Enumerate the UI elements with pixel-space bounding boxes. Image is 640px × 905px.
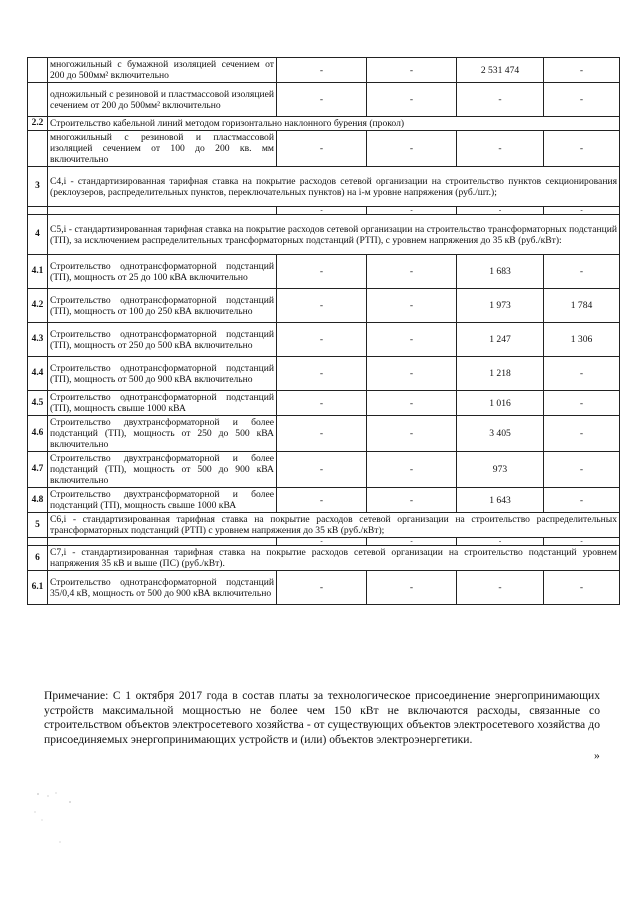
- row-number: [28, 83, 48, 117]
- section-heading: C7,i - стандартизированная тарифная ставка на покрытие расходов сетевой организации на строительство подстанций уровнем напряжения 35 кВ и выше (ПС) (руб./кВт).: [48, 546, 620, 571]
- row-number: 2.2: [28, 117, 48, 131]
- value-cell: -: [277, 131, 367, 167]
- value-cell: -: [367, 289, 457, 323]
- value-cell: -: [544, 538, 620, 546]
- value-cell: -: [277, 207, 367, 215]
- value-cell: 1 218: [457, 357, 544, 391]
- table-row: [28, 513, 620, 538]
- table-row: [28, 538, 620, 546]
- value-cell: -: [544, 131, 620, 167]
- row-description: многожильный с бумажной изоляцией сечением от 200 до 500мм² включительно: [48, 58, 277, 83]
- scan-specks: [30, 790, 90, 850]
- footnote: Примечание: С 1 октября 2017 года в состав платы за технологическое присоединение энергопринимающих устройств максимальной мощностью не более чем 150 кВт не включаются расходы, связанные со строительством объектов электросетевого хозяйства - от существующих объектов электросетевого хозяйства до присоединяемых энергопринимающих устройств и (или) объектов электроэнергетики.: [44, 689, 600, 746]
- table-row: [28, 452, 620, 488]
- row-description: Строительство однотрансформаторной подстанций (ТП), мощность от 500 до 900 кВА включительно: [48, 357, 277, 391]
- value-cell: 3 405: [457, 416, 544, 452]
- table-row: [28, 117, 620, 131]
- value-cell: 1 973: [457, 289, 544, 323]
- row-description: [48, 207, 277, 215]
- value-cell: -: [367, 83, 457, 117]
- section-heading: Строительство кабельной линий методом горизонтально наклонного бурения (прокол): [48, 117, 620, 131]
- value-cell: -: [544, 58, 620, 83]
- row-description: многожильный с резиновой и пластмассовой изоляцией сечением от 100 до 200 кв. мм включительно: [48, 131, 277, 167]
- value-cell: -: [457, 131, 544, 167]
- table-row: [28, 357, 620, 391]
- value-cell: -: [277, 58, 367, 83]
- value-cell: -: [277, 323, 367, 357]
- table-row: [28, 416, 620, 452]
- value-cell: -: [544, 571, 620, 605]
- table-row: [28, 131, 620, 167]
- value-cell: -: [277, 255, 367, 289]
- value-cell: -: [544, 488, 620, 513]
- closing-quote: »: [594, 749, 600, 762]
- value-cell: -: [457, 83, 544, 117]
- value-cell: 1 683: [457, 255, 544, 289]
- row-number: [28, 131, 48, 167]
- value-cell: 1 306: [544, 323, 620, 357]
- table-row: [28, 207, 620, 215]
- row-number: [28, 58, 48, 83]
- value-cell: -: [367, 571, 457, 605]
- table-row: [28, 58, 620, 83]
- value-cell: 1 643: [457, 488, 544, 513]
- row-description: [48, 538, 277, 546]
- value-cell: -: [544, 207, 620, 215]
- value-cell: -: [367, 357, 457, 391]
- table-row: [28, 323, 620, 357]
- value-cell: -: [544, 391, 620, 416]
- row-description: Строительство двухтрансформаторной и более подстанций (ТП), мощность свыше 1000 кВА: [48, 488, 277, 513]
- row-description: Строительство однотрансформаторной подстанций (ТП), мощность от 100 до 250 кВА включительно: [48, 289, 277, 323]
- row-number: 6: [28, 546, 48, 571]
- row-number: 4: [28, 215, 48, 255]
- row-number: 4.4: [28, 357, 48, 391]
- section-heading: C6,i - стандартизированная тарифная ставка на покрытие расходов сетевой организации на строительство распределительных трансформаторных подстанций (РТП) с уровнем напряжения до 35 кВ (руб./кВт);: [48, 513, 620, 538]
- row-number: 4.6: [28, 416, 48, 452]
- value-cell: 973: [457, 452, 544, 488]
- row-number: 4.8: [28, 488, 48, 513]
- value-cell: 1 247: [457, 323, 544, 357]
- row-number: 4.1: [28, 255, 48, 289]
- table-row: [28, 215, 620, 255]
- row-description: Строительство однотрансформаторной подстанций (ТП), мощность от 25 до 100 кВА включительно: [48, 255, 277, 289]
- row-description: Строительство двухтрансформаторной и более подстанций (ТП), мощность от 250 до 500 кВА включительно: [48, 416, 277, 452]
- value-cell: -: [277, 83, 367, 117]
- row-number: 4.5: [28, 391, 48, 416]
- value-cell: -: [277, 452, 367, 488]
- table-row: [28, 289, 620, 323]
- table-row: [28, 83, 620, 117]
- row-number: [28, 207, 48, 215]
- row-description: Строительство однотрансформаторной подстанций (ТП), мощность от 250 до 500 кВА включительно: [48, 323, 277, 357]
- table-row: [28, 571, 620, 605]
- value-cell: -: [277, 538, 367, 546]
- value-cell: -: [367, 58, 457, 83]
- value-cell: -: [367, 207, 457, 215]
- value-cell: -: [277, 289, 367, 323]
- value-cell: -: [544, 357, 620, 391]
- tariff-table: [27, 57, 620, 605]
- row-number: 5: [28, 513, 48, 538]
- value-cell: -: [367, 452, 457, 488]
- value-cell: -: [544, 416, 620, 452]
- value-cell: 2 531 474: [457, 58, 544, 83]
- value-cell: -: [457, 538, 544, 546]
- value-cell: -: [277, 391, 367, 416]
- value-cell: -: [277, 488, 367, 513]
- table-row: [28, 488, 620, 513]
- table-row: [28, 255, 620, 289]
- value-cell: -: [544, 255, 620, 289]
- row-number: [28, 538, 48, 546]
- value-cell: -: [544, 452, 620, 488]
- row-number: 6.1: [28, 571, 48, 605]
- value-cell: -: [367, 391, 457, 416]
- row-number: 4.3: [28, 323, 48, 357]
- row-description: одножильный с резиновой и пластмассовой изоляцией сечением от 200 до 500мм² включительно: [48, 83, 277, 117]
- table-row: [28, 391, 620, 416]
- value-cell: -: [367, 538, 457, 546]
- section-heading: C5,i - стандартизированная тарифная ставка на покрытие расходов сетевой организации на строительство трансформаторных подстанций (ТП), за исключением распределительных трансформаторных подстанций (РТП), с уровнем напряжения до 35 кВ (руб./кВт):: [48, 215, 620, 255]
- row-description: Строительство однотрансформаторной подстанций (ТП), мощность свыше 1000 кВА: [48, 391, 277, 416]
- value-cell: -: [367, 488, 457, 513]
- value-cell: -: [367, 255, 457, 289]
- row-number: 3: [28, 167, 48, 207]
- value-cell: -: [457, 571, 544, 605]
- value-cell: -: [277, 416, 367, 452]
- table-row: [28, 167, 620, 207]
- value-cell: -: [277, 357, 367, 391]
- row-description: Строительство двухтрансформаторной и более подстанций (ТП), мощность от 500 до 900 кВА включительно: [48, 452, 277, 488]
- table-row: [28, 546, 620, 571]
- value-cell: 1 784: [544, 289, 620, 323]
- section-heading: C4,i - стандартизированная тарифная ставка на покрытие расходов сетевой организации на строительство пунктов секционирования (реклоузеров, распределительных пунктов, переключательных пунктов) на i-м уровне напряжения (руб./шт.);: [48, 167, 620, 207]
- value-cell: -: [367, 323, 457, 357]
- row-number: 4.2: [28, 289, 48, 323]
- value-cell: -: [544, 83, 620, 117]
- value-cell: -: [367, 416, 457, 452]
- value-cell: -: [457, 207, 544, 215]
- value-cell: -: [367, 131, 457, 167]
- row-number: 4.7: [28, 452, 48, 488]
- value-cell: -: [277, 571, 367, 605]
- value-cell: 1 016: [457, 391, 544, 416]
- row-description: Строительство однотрансформаторной подстанций 35/0,4 кВ, мощность от 500 до 900 кВА включительно: [48, 571, 277, 605]
